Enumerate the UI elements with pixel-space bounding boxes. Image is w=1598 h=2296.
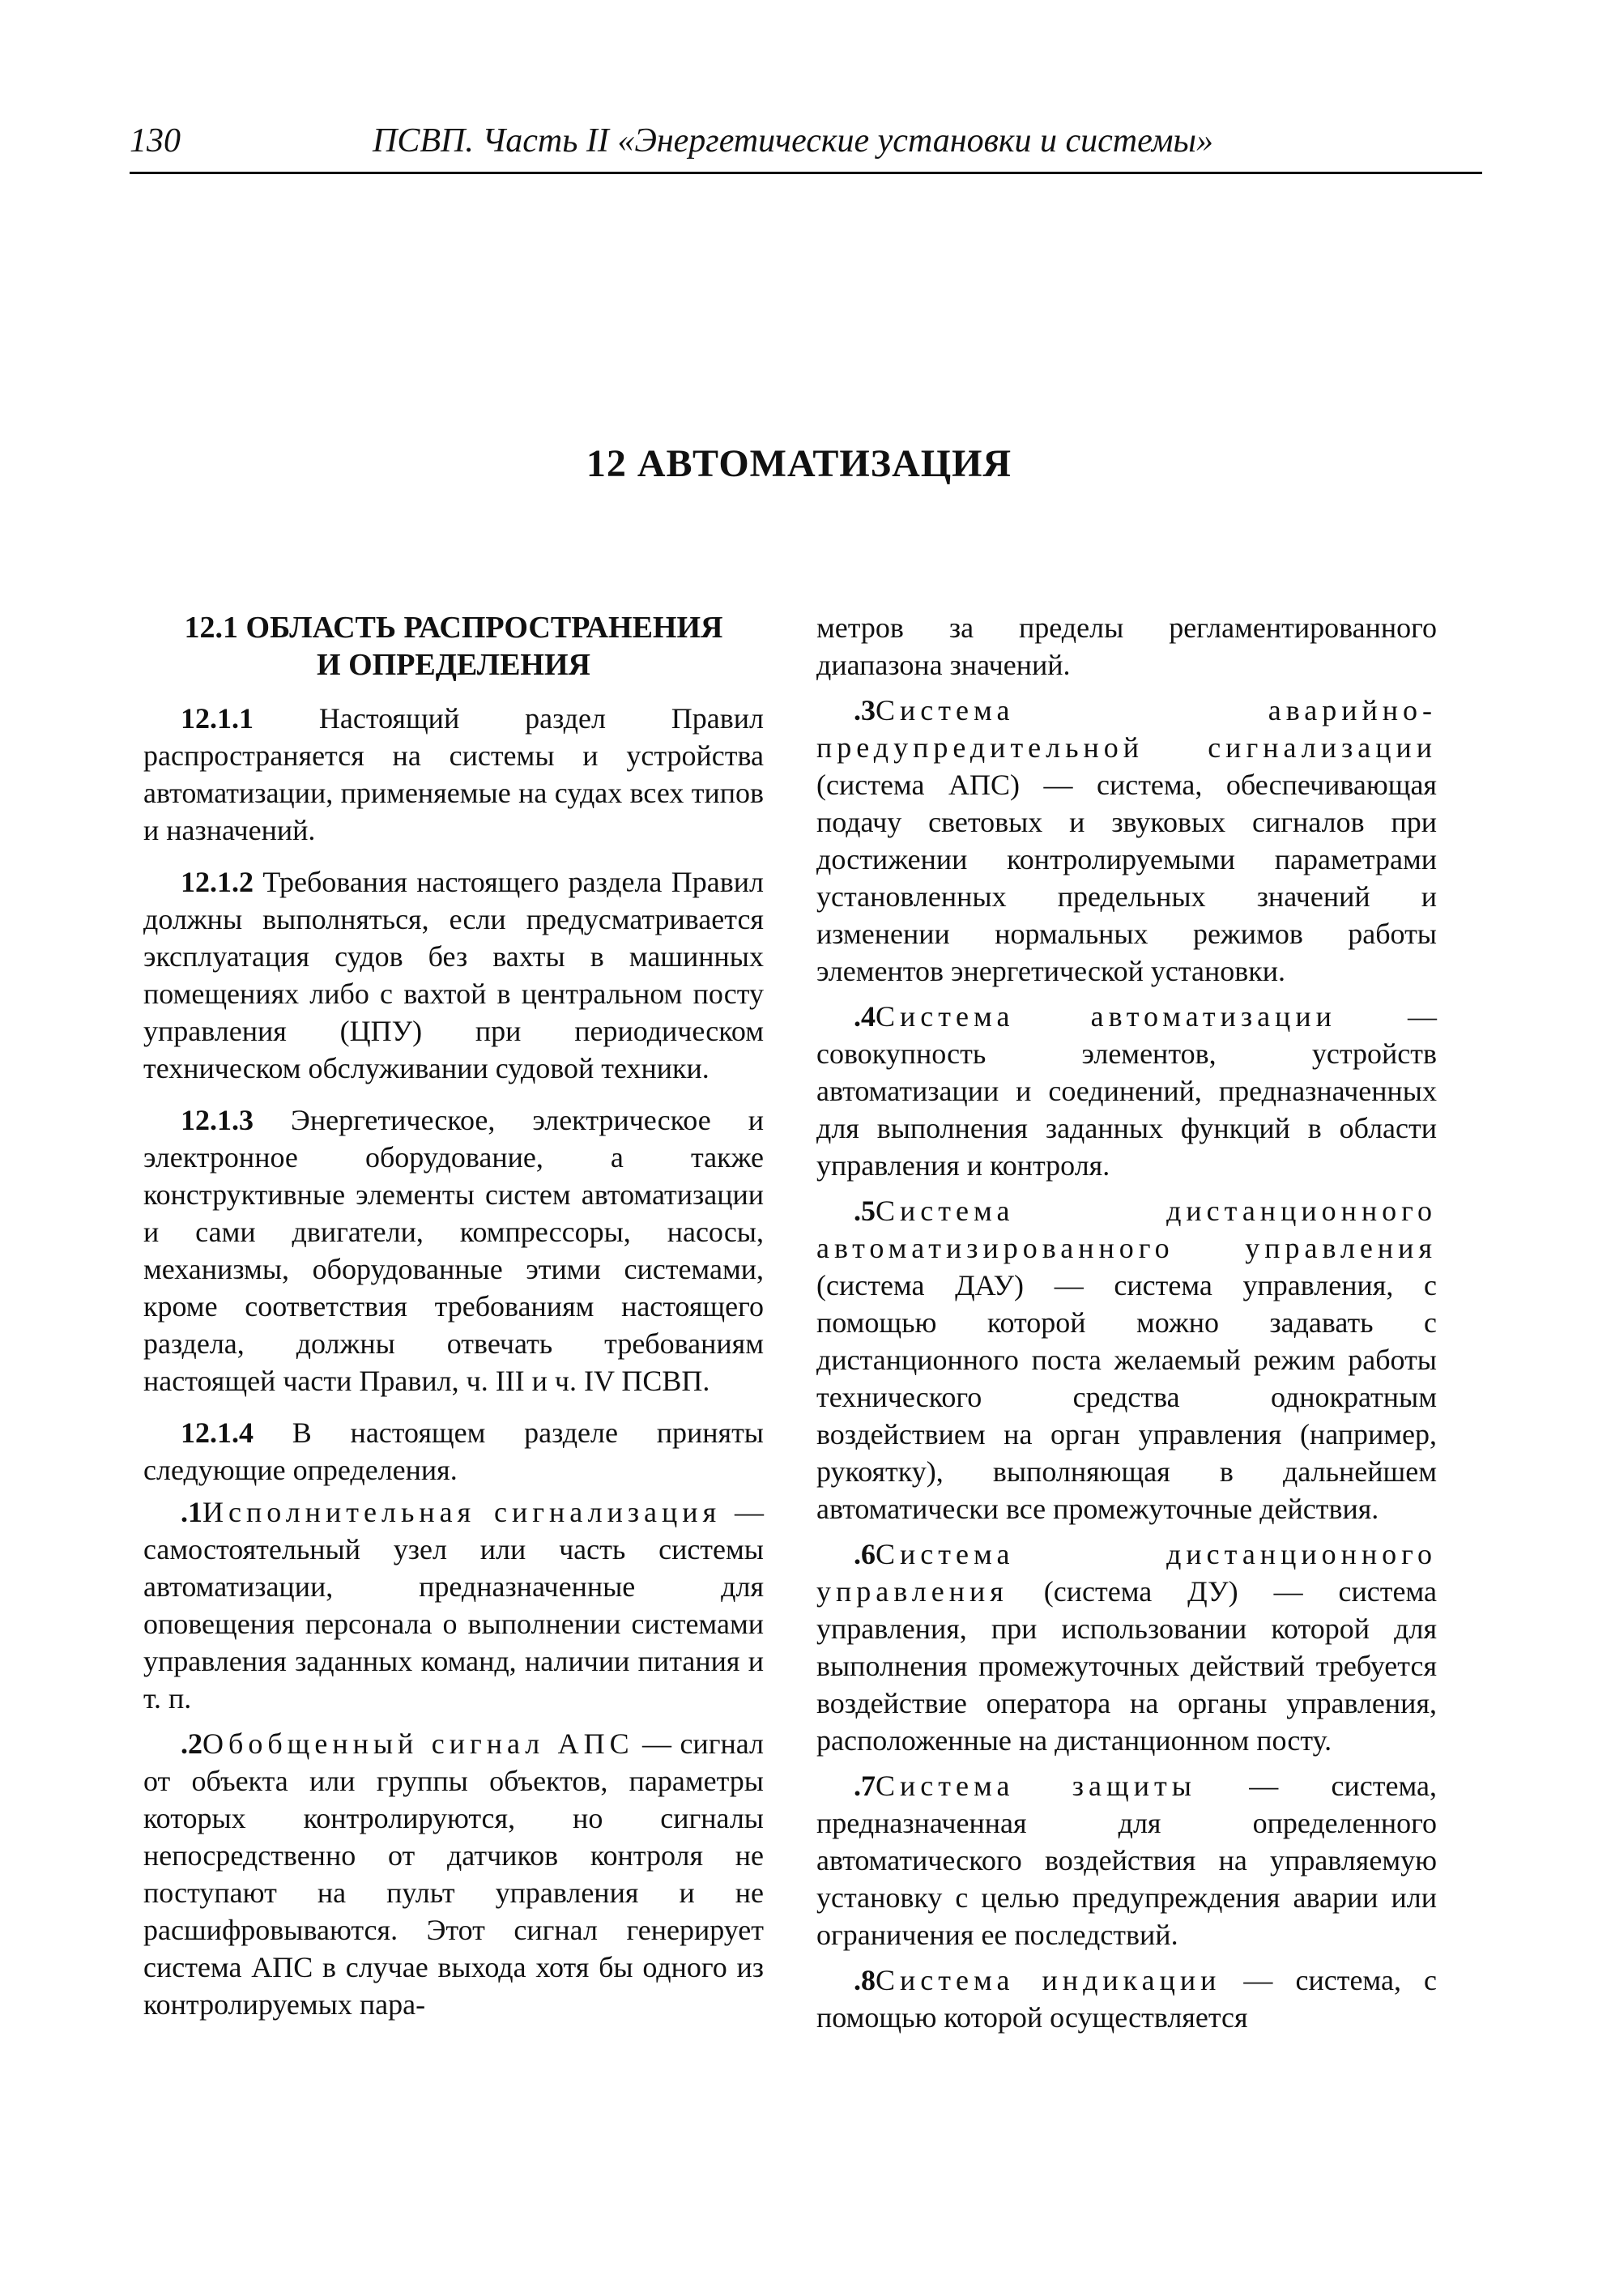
paragraph-text: Требования настоящего раздела Правил должны выполняться, если предусматривается эксплуатация судов без вахты в машинных помещениях либо с вахтой в центральном посту управления (ЦПУ) при периодическом техническом обслуживании судовой техники. [143, 866, 764, 1084]
definition-text: — система, с помощью которой осуществляется [816, 1964, 1437, 2034]
definition-number: .5 [854, 1195, 876, 1227]
definition-term: Система автоматизации [876, 1000, 1336, 1033]
definition-text: — совокупность элементов, устройств автоматизации и соединений, предназначенных для выполнения заданных функций в области управления и контроля. [816, 1000, 1437, 1182]
definition-8 [816, 1962, 1437, 2036]
definition-text: — система, предназначенная для определенного автоматического воздействия на управляемую установку с целью предупреждения аварии или ограничения ее последствий. [816, 1770, 1437, 1951]
page-header [130, 121, 1482, 174]
definition-text: — самостоятельный узел или часть системы автоматизации, предназначенные для оповещения персонала о выполнении системами управления заданных команд, наличии питания и т. п. [143, 1496, 764, 1715]
page-number: 130 [130, 122, 181, 160]
right-column [816, 609, 1437, 2044]
chapter-title: 12 АВТОМАТИЗАЦИЯ [586, 442, 1012, 485]
definition-2-continuation: метров за пределы регламентированного диапазона значений. [816, 611, 1437, 681]
paragraph-text: Настоящий раздел Правил распространяется на системы и устройства автоматизации, применяемые на судах всех типов и назначений. [143, 702, 764, 846]
definition-number: .1 [181, 1496, 202, 1528]
definition-2 [143, 1725, 764, 2023]
definition-term: Система дистанционного управления [816, 1538, 1437, 1608]
running-title: ПСВП. Часть II «Энергетические установки и системы» [373, 122, 1213, 160]
paragraph-12-1-3 [143, 1101, 764, 1399]
definition-5 [816, 1192, 1437, 1527]
paragraph-text: В настоящем разделе приняты следующие определения. [143, 1416, 764, 1486]
definition-3 [816, 692, 1437, 990]
definition-term: Система индикации [876, 1964, 1221, 1996]
definition-number: .6 [854, 1538, 876, 1570]
definition-term: Система дистанционного автоматизированного управления [816, 1195, 1437, 1264]
paragraph-number: 12.1.4 [181, 1416, 254, 1449]
definition-number: .2 [181, 1727, 202, 1760]
definition-6 [816, 1536, 1437, 1759]
paragraph-number: 12.1.3 [181, 1104, 254, 1136]
definition-number: .4 [854, 1000, 876, 1033]
definition-number: .7 [854, 1770, 876, 1802]
definition-text: (система ДУ) — система управления, при использовании которой для выполнения промежуточных действий требуется воздействие оператора на органы управления, расположенные на дистанционном посту. [816, 1575, 1437, 1757]
definition-term: Исполнительная сигнализация [202, 1496, 722, 1528]
definition-term: Система защиты [876, 1770, 1196, 1802]
paragraph-number: 12.1.1 [181, 702, 254, 735]
definition-text: — сигнал от объекта или группы объектов, параметры которых контролируются, но сигналы непосредственно от датчиков контроля не поступают на пульт управления и не расшифровываются. Этот сигнал генерирует система АПС в случае выхода хотя бы одного из контролируемых пара- [143, 1727, 764, 2021]
definition-term: Система аварийно-предупредительной сигнализации [816, 694, 1437, 764]
section-heading-line2: И ОПРЕДЕЛЕНИЯ [317, 648, 590, 682]
left-column [143, 609, 764, 2031]
paragraph-text: Энергетическое, электрическое и электронное оборудование, а также конструктивные элементы систем автоматизации и сами двигатели, компрессоры, насосы, механизмы, оборудованные этими системами, кроме соответствия требованиям настоящего раздела, должны отвечать требованиям настоящей части Правил, ч. III и ч. IV ПСВП. [143, 1104, 764, 1397]
paragraph-12-1-4 [143, 1414, 764, 1489]
definition-4 [816, 998, 1437, 1184]
definition-number: .3 [854, 694, 876, 726]
paragraph-number: 12.1.2 [181, 866, 254, 898]
definition-text: (система ДАУ) — система управления, с помощью которой можно задавать с дистанционного поста желаемый режим работы технического средства однократным воздействием на орган управления (например, рукоятку), выполняющая в дальнейшем автоматически все промежуточные действия. [816, 1269, 1437, 1525]
section-heading-line1: 12.1 ОБЛАСТЬ РАСПРОСТРАНЕНИЯ [184, 611, 723, 645]
definition-term: Обобщенный сигнал АПС [202, 1727, 634, 1760]
definition-number: .8 [854, 1964, 876, 1996]
definition-7 [816, 1767, 1437, 1953]
paragraph-12-1-2 [143, 863, 764, 1087]
paragraph-12-1-1 [143, 700, 764, 849]
section-heading [143, 609, 764, 684]
definition-text: (система АПС) — система, обеспечивающая подачу световых и звуковых сигналов при достижении контролируемыми параметрами установленных предельных значений и изменении нормальных режимов работы элементов энергетической установки. [816, 769, 1437, 987]
definition-1 [143, 1493, 764, 1717]
